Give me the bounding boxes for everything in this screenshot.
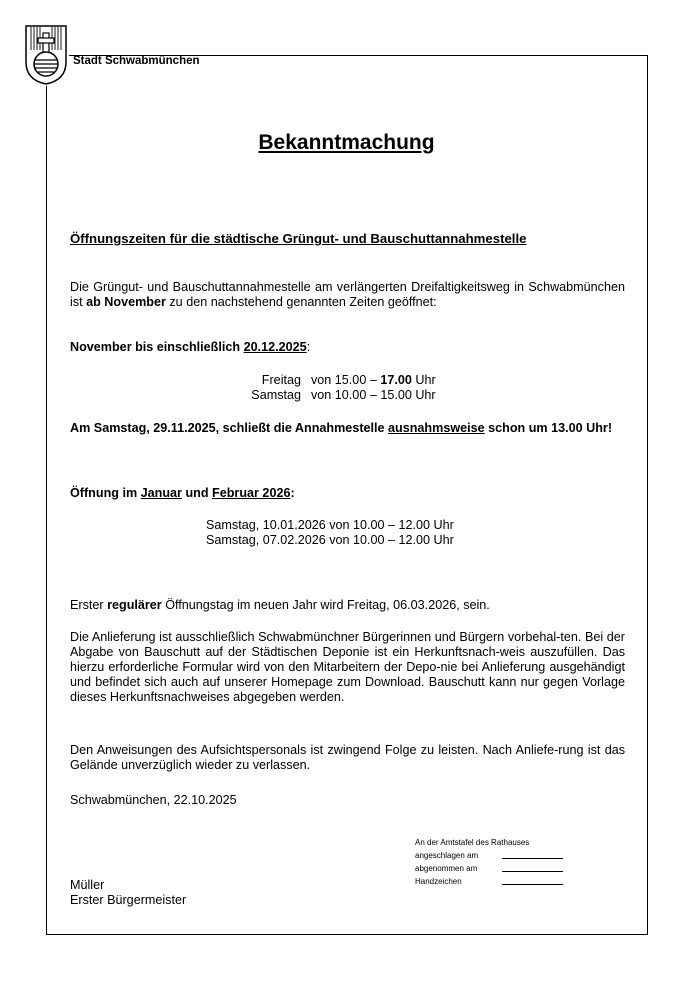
page-title: Bekanntmachung <box>258 131 435 154</box>
posting-record <box>415 836 563 888</box>
place-date: Schwabmünchen, 22.10.2025 <box>70 793 237 807</box>
opening-times-row: Samstag von 10.00 – 15.00 Uhr <box>251 388 436 402</box>
winter-date-row: Samstag, 07.02.2026 von 10.00 – 12.00 Uhr <box>206 533 454 547</box>
opening-times-row: Freitag von 15.00 – 17.00 Uhr <box>261 373 436 387</box>
delivery-paragraph: Die Anlieferung ist ausschließlich Schwabmünchner Bürgerinnen und Bürgern vorbehal-ten. Bei der Abgabe von Bauschutt auf der Städtischen Deponie ist ein Herkunftsnach-weis auszufüllen. Das hierzu erforderliche Formular wird von den Mitarbeitern der Depo-nie bei Anlieferung ausgehändigt und befindet sich auch auf unserer Homepage zum Download. Bauschutt kann nur gegen Vorlage dieses Herkunftsnachweises abgegeben werden. <box>70 630 625 704</box>
closing-notice: Am Samstag, 29.11.2025, schließt die Annahmestelle ausnahmsweise schon um 13.00 Uhr! <box>70 421 613 435</box>
instructions-paragraph: Den Anweisungen des Aufsichtspersonals ist zwingend Folge zu leisten. Nach Anliefe-rung ist das Gelände unverzüglich wieder zu verlassen. <box>70 743 625 772</box>
posting-label: angeschlagen am <box>415 851 479 860</box>
posting-label: Handzeichen <box>415 877 462 886</box>
section1-heading: November bis einschließlich 20.12.2025: <box>70 340 311 354</box>
section2-heading: Öffnung im Januar und Februar 2026: <box>70 486 295 500</box>
posting-label: abgenommen am <box>415 864 478 873</box>
regular-opening-paragraph: Erster regulärer Öffnungstag im neuen Jahr wird Freitag, 06.03.2026, sein. <box>70 598 490 612</box>
signer-name: Müller <box>70 878 105 892</box>
signature-line <box>502 862 563 872</box>
signature-block <box>70 878 186 908</box>
intro-paragraph: Die Grüngut- und Bauschuttannahmestelle am verlängerten Dreifaltigkeitsweg in Schwabmünchen ist ab November zu den nachstehend genannten Zeiten geöffnet: <box>70 280 625 309</box>
winter-dates <box>206 518 454 548</box>
opening-times-table <box>244 373 436 403</box>
city-name: Stadt Schwabmünchen <box>73 55 200 67</box>
city-coat-of-arms <box>23 24 69 86</box>
signature-line <box>502 875 563 885</box>
winter-date-row: Samstag, 10.01.2026 von 10.00 – 12.00 Uhr <box>206 518 454 532</box>
signer-role: Erster Bürgermeister <box>70 893 187 907</box>
subtitle: Öffnungszeiten für die städtische Grüngut- und Bauschuttannahmestelle <box>70 231 527 246</box>
posting-heading: An der Amtstafel des Rathauses <box>415 838 530 847</box>
signature-line <box>502 849 563 859</box>
